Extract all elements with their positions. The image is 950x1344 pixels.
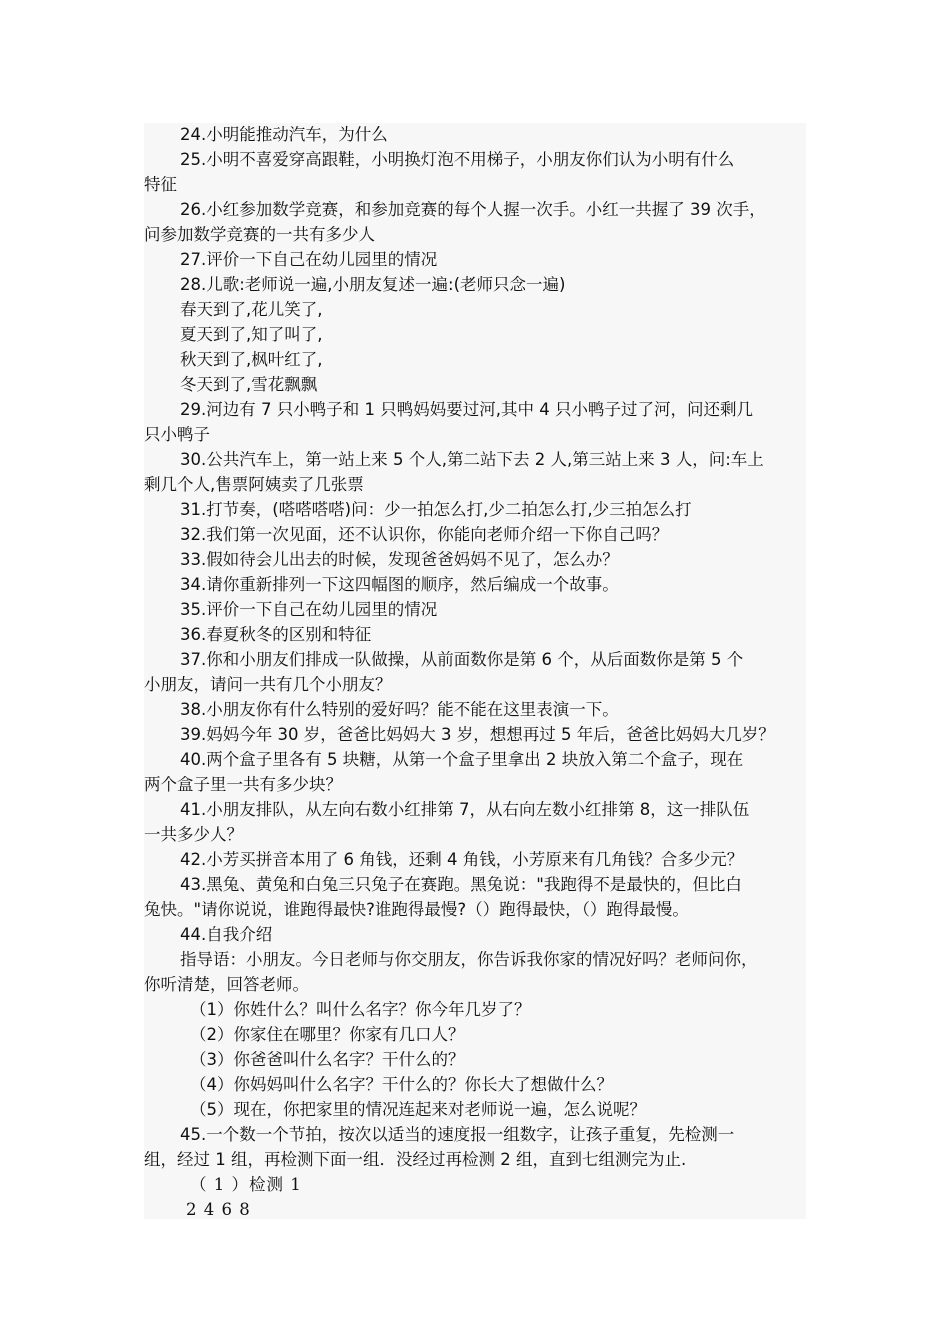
question-43: 43.黑兔、黄兔和白兔三只兔子在赛跑。黑兔说："我跑得不是最快的，但比白 (180, 875, 742, 894)
question-45-cont: 组，经过 1 组，再检测下面一组．没经过再检测 2 组，直到七组测完为止. (144, 1150, 687, 1169)
question-38: 38.小朋友你有什么特别的爱好吗？能不能在这里表演一下。 (180, 700, 619, 719)
question-39: 39.妈妈今年 30 岁，爸爸比妈妈大 3 岁，想想再过 5 年后，爸爸比妈妈大几岁？ (180, 725, 775, 744)
question-24: 24.小明能推动汽车，为什么 (180, 125, 388, 144)
question-list (144, 123, 806, 1219)
question-36: 36.春夏秋冬的区别和特征 (180, 625, 372, 644)
question-32: 32.我们第一次见面，还不认识你，你能向老师介绍一下你自己吗？ (180, 525, 669, 544)
sub-question-5: （5）现在，你把家里的情况连起来对老师说一遍，怎么说呢？ (190, 1100, 646, 1119)
question-37-cont: 小朋友，请问一共有几个小朋友？ (144, 675, 392, 694)
question-43-cont: 兔快。"请你说说，谁跑得最快?谁跑得最慢?（）跑得最快，（）跑得最慢。 (144, 900, 689, 919)
rhyme-line-summer: 夏天到了,知了叫了, (180, 325, 323, 344)
question-25-cont: 特征 (144, 175, 177, 194)
guidance-text-cont: 你听清楚，回答老师。 (144, 975, 309, 994)
question-35: 35.评价一下自己在幼儿园里的情况 (180, 600, 438, 619)
question-29: 29.河边有 7 只小鸭子和 1 只鸭妈妈要过河,其中 4 只小鸭子过了河，问还剩几 (180, 400, 753, 419)
guidance-text: 指导语：小朋友。今日老师与你交朋友，你告诉我你家的情况好吗？老师问你， (180, 950, 758, 969)
question-41: 41.小朋友排队，从左向右数小红排第 7，从右向左数小红排第 8，这一排队伍 (180, 800, 750, 819)
test-1-heading: （ 1 ）检测 1 (190, 1175, 302, 1194)
question-44: 44.自我介绍 (180, 925, 273, 944)
question-25: 25.小明不喜爱穿高跟鞋，小明换灯泡不用梯子，小朋友你们认为小明有什么 (180, 150, 735, 169)
question-45: 45.一个数一个节拍，按次以适当的速度报一组数字，让孩子重复，先检测一 (180, 1125, 735, 1144)
sub-question-3: （3）你爸爸叫什么名字？干什么的？ (190, 1050, 465, 1069)
rhyme-line-autumn: 秋天到了,枫叶红了, (180, 350, 323, 369)
question-42: 42.小芳买拼音本用了 6 角钱，还剩 4 角钱，小芳原来有几角钱？合多少元？ (180, 850, 744, 869)
sub-question-2: （2）你家住在哪里？你家有几口人？ (190, 1025, 465, 1044)
question-40: 40.两个盒子里各有 5 块糖，从第一个盒子里拿出 2 块放入第二个盒子，现在 (180, 750, 744, 769)
question-29-cont: 只小鸭子 (144, 425, 210, 444)
question-31: 31.打节奏，(嗒嗒嗒嗒)问：少一拍怎么打,少二拍怎么打,少三拍怎么打 (180, 500, 692, 519)
question-26-cont: 问参加数学竞赛的一共有多少人 (144, 225, 375, 244)
question-41-cont: 一共多少人？ (144, 825, 243, 844)
question-33: 33.假如待会儿出去的时候，发现爸爸妈妈不见了，怎么办？ (180, 550, 619, 569)
test-1-digits: 2 4 6 8 (186, 1200, 251, 1219)
question-37: 37.你和小朋友们排成一队做操，从前面数你是第 6 个，从后面数你是第 5 个 (180, 650, 744, 669)
question-26: 26.小红参加数学竞赛，和参加竞赛的每个人握一次手。小红一共握了 39 次手， (180, 200, 766, 219)
question-28: 28.儿歌:老师说一遍,小朋友复述一遍:(老师只念一遍) (180, 275, 566, 294)
question-34: 34.请你重新排列一下这四幅图的顺序，然后编成一个故事。 (180, 575, 619, 594)
question-27: 27.评价一下自己在幼儿园里的情况 (180, 250, 438, 269)
question-40-cont: 两个盒子里一共有多少块？ (144, 775, 342, 794)
rhyme-line-winter: 冬天到了,雪花飘飘 (180, 375, 318, 394)
sub-question-4: （4）你妈妈叫什么名字？干什么的？你长大了想做什么？ (190, 1075, 613, 1094)
question-30-cont: 剩几个人,售票阿姨卖了几张票 (144, 475, 364, 494)
sub-question-1: （1）你姓什么？叫什么名字？你今年几岁了？ (190, 1000, 531, 1019)
question-30: 30.公共汽车上，第一站上来 5 个人,第二站下去 2 人,第三站上来 3 人，问:车上 (180, 450, 764, 469)
rhyme-line-spring: 春天到了,花儿笑了, (180, 300, 323, 319)
